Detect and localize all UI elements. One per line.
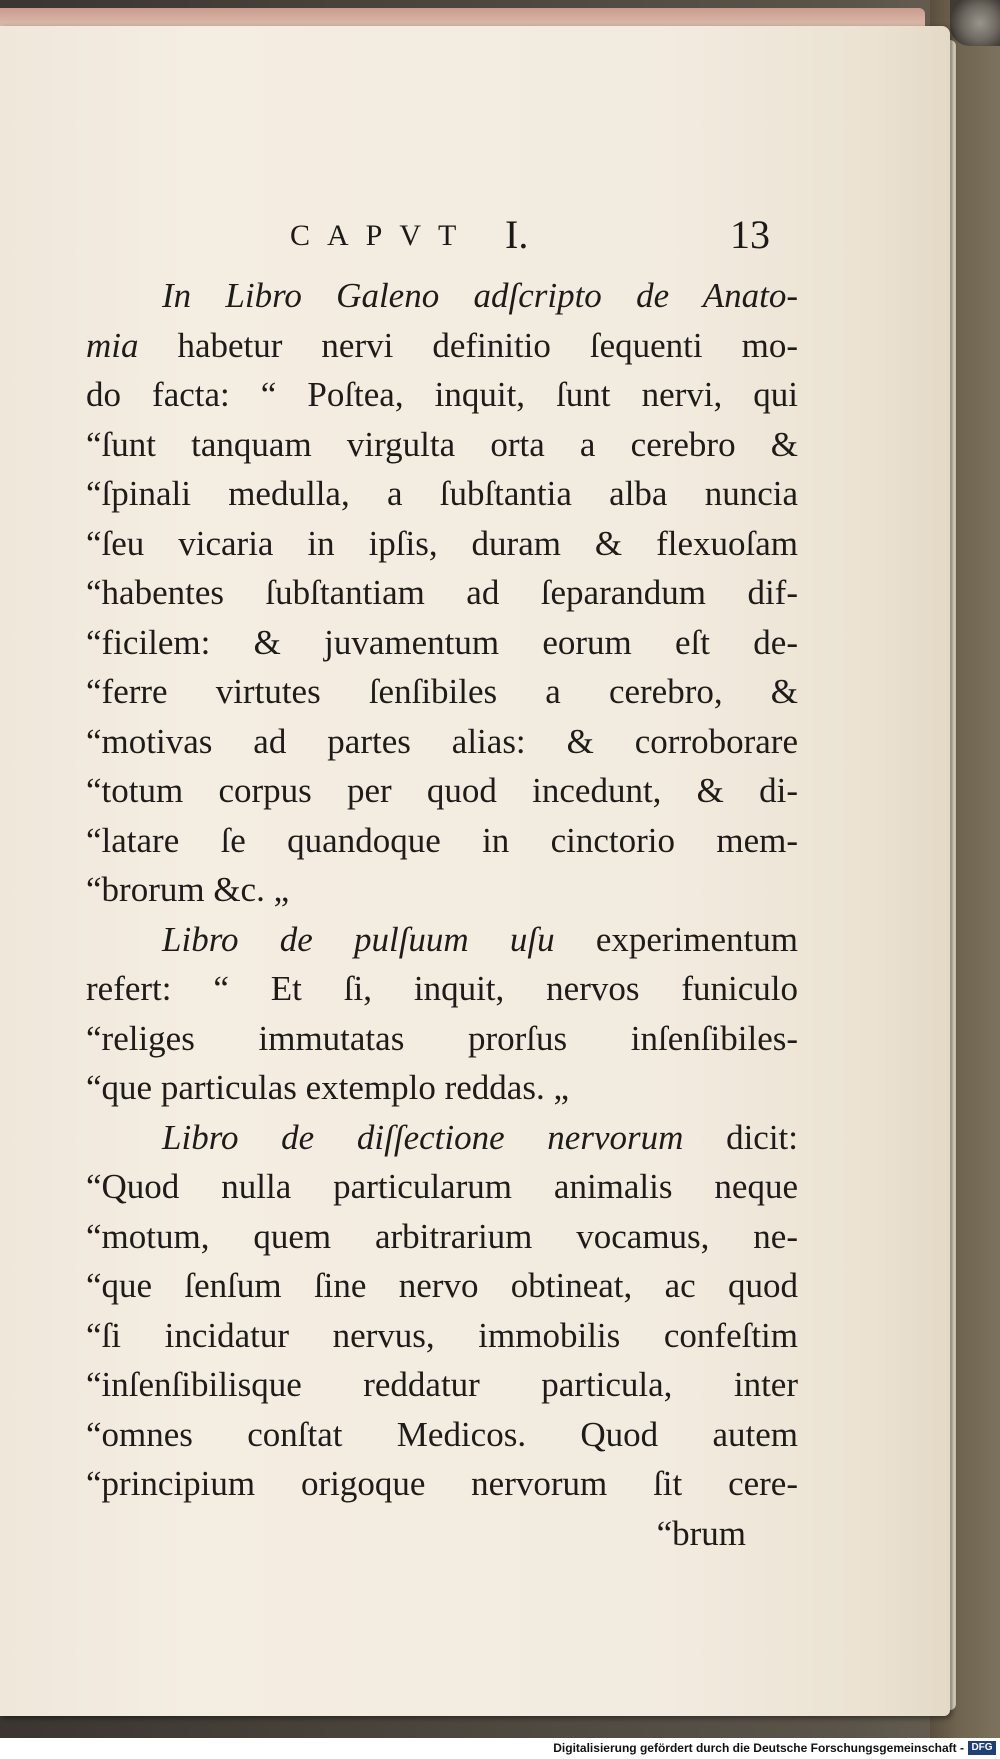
text-line — [86, 915, 798, 965]
text-run: “que ſenſum ſine nervo obtineat, ac quod — [86, 1266, 798, 1305]
text-run: habetur nervi definitio ſequenti mo- — [138, 325, 798, 365]
text-line — [86, 766, 798, 816]
text-run: “ſeu vicaria in ipſis, duram & flexuoſam — [86, 523, 798, 563]
text-line — [86, 1360, 798, 1410]
text-run: “que particulas extemplo reddas. „ — [86, 1068, 569, 1107]
text-run: dicit: — [683, 1117, 798, 1157]
text-run: “habentes ſubſtantiam ad ſeparandum dif- — [86, 573, 798, 612]
text-line — [86, 1261, 798, 1311]
text-line — [86, 469, 798, 519]
text-line — [86, 370, 798, 420]
text-line — [86, 420, 798, 470]
text-line — [86, 1410, 798, 1460]
text-line — [86, 519, 798, 569]
text-line — [86, 1014, 798, 1064]
text-run: “motum, quem arbitrarium vocamus, ne- — [86, 1216, 798, 1256]
text-line — [86, 618, 798, 668]
text-line — [86, 865, 798, 915]
running-head: CAPVT — [290, 219, 474, 252]
metal-clasp — [950, 0, 1000, 46]
text-run: “totum corpus per quod incedunt, & di- — [86, 771, 798, 810]
text-run: do facta: “ Poſtea, inquit, ſunt nervi, qui — [86, 375, 798, 414]
text-line — [86, 816, 798, 866]
text-run: “ſunt tanquam virgulta orta a cerebro & — [86, 424, 798, 464]
italic-text: In Libro Galeno adſcripto de Anato- — [162, 276, 798, 315]
italic-text: mia — [86, 325, 139, 365]
text-run: experimentum — [554, 919, 799, 959]
footer-bar — [0, 1738, 1000, 1759]
text-run: “ſpinali medulla, a ſubſtantia alba nuncia — [86, 474, 798, 513]
dfg-logo: DFG — [968, 1741, 996, 1755]
page-number: 13 — [730, 212, 770, 257]
text-run: “brorum &c. „ — [86, 870, 290, 909]
text-run: “latare ſe quandoque in cinctorio mem- — [86, 820, 798, 860]
text-line — [86, 568, 798, 618]
footer-credit: Digitalisierung gefördert durch die Deutsche Forschungsgemeinschaft - — [553, 1741, 964, 1755]
text-line — [86, 1113, 798, 1163]
text-run: “ficilem: & juvamentum eorum eſt de- — [86, 622, 798, 662]
text-run: “Quod nulla particularum animalis neque — [86, 1167, 798, 1206]
chapter-numeral: I. — [505, 212, 529, 257]
text-line — [86, 321, 798, 371]
text-line — [86, 1063, 798, 1113]
text-run: “omnes conſtat Medicos. Quod autem — [86, 1414, 798, 1454]
text-run: refert: “ Et ſi, inquit, nervos funiculo — [86, 969, 798, 1008]
italic-text: Libro de diſſectione nervorum — [162, 1117, 684, 1157]
text-line — [86, 1311, 798, 1361]
text-run: “ſi incidatur nervus, immobilis confeſtim — [86, 1315, 798, 1355]
text-line — [86, 717, 798, 767]
italic-text: Libro de pulſuum uſu — [162, 919, 555, 959]
text-line — [86, 1459, 798, 1509]
text-line — [86, 964, 798, 1014]
catchword: “brum — [656, 1513, 746, 1553]
text-run: “ferre virtutes ſenſibiles a cerebro, & — [86, 672, 798, 711]
text-run: “inſenſibilisque reddatur particula, inter — [86, 1365, 798, 1404]
text-run: “principium origoque nervorum ſit cere- — [86, 1464, 798, 1503]
text-line — [86, 271, 798, 321]
text-line — [86, 667, 798, 717]
text-line — [86, 1212, 798, 1262]
text-run: “motivas ad partes alias: & corroborare — [86, 721, 798, 761]
text-line — [86, 1162, 798, 1212]
page-header — [0, 211, 950, 271]
text-block — [86, 271, 798, 1558]
text-run: “religes immutatas prorſus inſenſibiles- — [86, 1018, 798, 1058]
